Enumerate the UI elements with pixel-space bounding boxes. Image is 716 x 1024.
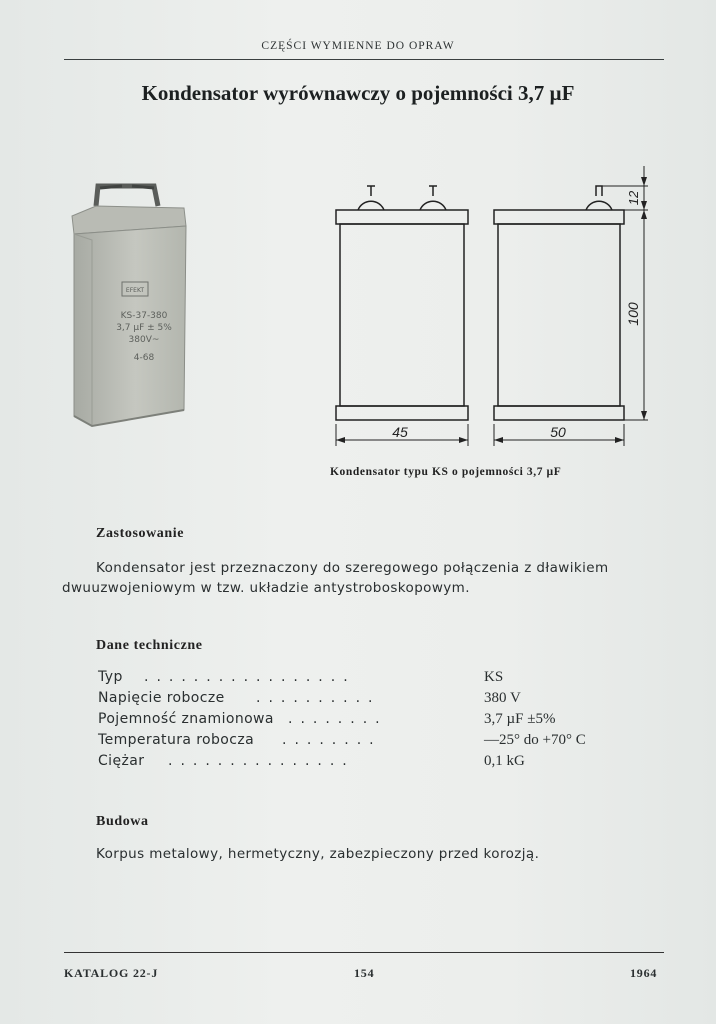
section-heading-budowa: Budowa [96,814,149,829]
spec-value: 3,7 µF ±5% [484,711,556,727]
technical-drawing [322,162,662,457]
leader-dots: ........ [282,732,382,748]
leader-dots: .......... [256,690,381,706]
budowa-text: Korpus metalowy, hermetyczny, zabezpieczony przed korozją. [96,846,540,862]
leader-dots: ........ [288,711,388,727]
spec-row-temperatura [98,732,618,752]
spec-value: KS [484,669,504,685]
footer-catalog: KATALOG 22-J [64,966,159,980]
leader-dots: ............... [168,753,355,769]
photo-label-line: 380V~ [128,335,160,345]
spec-row-typ [98,669,618,689]
dimension-width-front: 45 [392,424,408,440]
drawing-caption: Kondensator typu KS o pojemności 3,7 µF [330,466,562,478]
dimension-width-side: 50 [550,424,566,440]
page-title: Kondensator wyrównawczy o pojemności 3,7 µF [141,81,575,105]
spec-label: Pojemność znamionowa [98,711,274,727]
spec-value: 380 V [484,690,521,706]
capacitor-photo-image [62,178,198,434]
section-heading-dane: Dane techniczne [96,638,203,653]
dimension-drawing [322,162,662,452]
spec-row-pojemnosc [98,711,618,731]
footer-page-number: 154 [354,966,375,980]
spec-row-ciezar [98,753,618,773]
spec-label: Ciężar [98,753,145,769]
zastosowanie-text-line2: dwuuzwojeniowym w tzw. układzie antystroboskopowym. [62,580,470,596]
photo-label-line: 4-68 [133,353,155,363]
photo-label-line: 3,7 µF ± 5% [116,323,172,333]
leader-dots: ................. [144,669,356,685]
dimension-height: 100 [625,302,641,326]
zastosowanie-text-line1: Kondensator jest przeznaczony do szeregowego połączenia z dławikiem [96,560,609,576]
capacitor-photo [62,178,198,439]
spec-row-napiecie [98,690,618,710]
footer-rule [64,952,664,953]
spec-label: Typ [98,669,123,685]
header-rule [64,59,664,60]
section-heading-zastosowanie: Zastosowanie [96,526,185,541]
svg-text:EFEKT: EFEKT [125,287,145,294]
footer-year: 1964 [630,966,658,980]
running-header: CZĘŚCI WYMIENNE DO OPRAW [261,40,455,52]
spec-value: —25° do +70° C [484,732,586,748]
photo-label-line: KS-37-380 [120,311,168,321]
dimension-terminal: 12 [626,190,641,206]
spec-label: Temperatura robocza [98,732,255,748]
spec-value: 0,1 kG [484,753,525,769]
spec-label: Napięcie robocze [98,690,225,706]
